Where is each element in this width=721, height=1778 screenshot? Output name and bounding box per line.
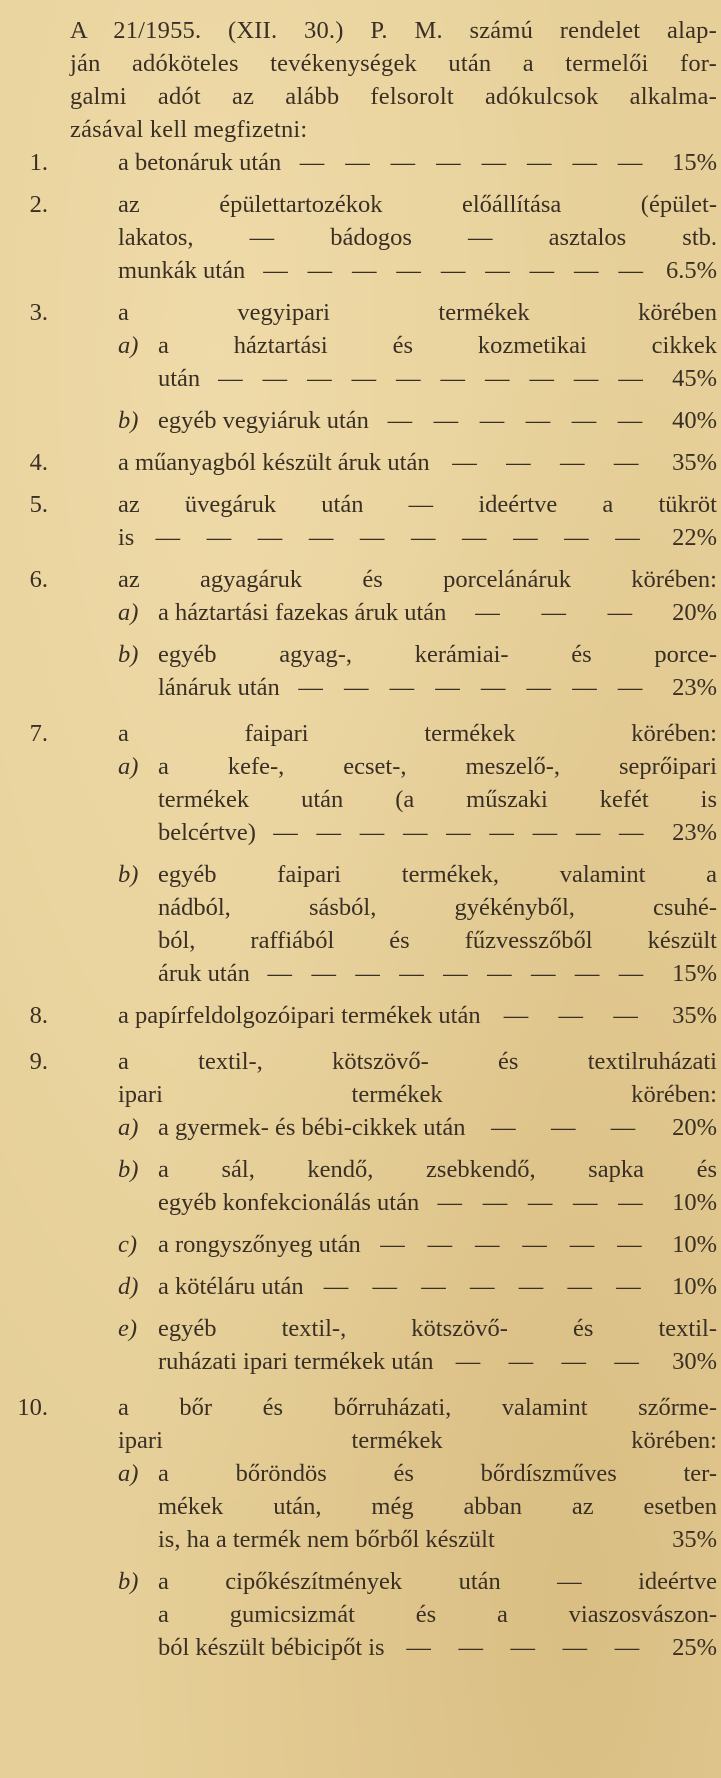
leader-dash: — (571, 407, 597, 434)
rate-line-text: is, ha a termék nem bőrből készült (158, 1526, 495, 1553)
leader-dash: — (569, 1231, 595, 1258)
leader-dash: — (562, 1634, 588, 1661)
rate-line-text: ból készült bébicipőt is (158, 1634, 385, 1661)
leader-dash: — (617, 149, 643, 176)
sub-item (70, 858, 717, 990)
leader-dash: — (470, 1273, 495, 1300)
leader-dash: — (614, 1348, 639, 1375)
leader-dash: — (455, 1348, 481, 1375)
leader-dashes (245, 254, 661, 287)
leader-dash: — (617, 407, 643, 434)
leader-dash: — (550, 1114, 576, 1141)
intro-line: ján adóköteles tevékenységek után a termelői for- (70, 50, 717, 77)
sub-item-body (118, 1565, 717, 1664)
sub-item-text-line: nádból, sásból, gyékényből, csuhé- (158, 894, 717, 921)
sub-item-text-line: a cipőkészítmények után — ideértve (158, 1568, 717, 1595)
leader-dashes (250, 957, 661, 990)
leader-dash: — (402, 819, 428, 846)
tax-rate: 20% (672, 599, 717, 626)
item-number: 6. (29, 566, 48, 593)
leader-dash: — (458, 1634, 483, 1661)
leader-dash: — (372, 1273, 397, 1300)
sub-item (70, 638, 717, 704)
leader-dash: — (316, 819, 342, 846)
sub-item-text-line: a gumicsizmát és a viaszosvászon- (158, 1601, 717, 1628)
leader-dashes (304, 1270, 661, 1303)
tax-rate: 10% (672, 1189, 717, 1216)
rate-line (158, 596, 717, 629)
leader-dash: — (527, 1189, 553, 1216)
leader-dash: — (610, 1114, 636, 1141)
intro-line: galmi adót az alább felsorolt adókulcsok alkalma- (70, 83, 717, 110)
leader-dash: — (462, 524, 487, 551)
leader-dash: — (475, 599, 500, 626)
leader-dash: — (307, 365, 332, 392)
leader-dash: — (263, 257, 288, 284)
leader-dash: — (614, 1634, 640, 1661)
leader-dashes (419, 1186, 661, 1219)
tax-rate: 23% (672, 819, 717, 846)
leader-dash: — (559, 449, 585, 476)
spacer (70, 1303, 717, 1312)
item-number: 2. (29, 191, 48, 218)
sub-item (70, 1457, 717, 1556)
leader-dash: — (572, 1189, 598, 1216)
leader-dash: — (155, 524, 181, 551)
leader-dash: — (567, 1273, 593, 1300)
item-body (70, 1045, 717, 1111)
sub-item (70, 750, 717, 849)
sub-item-body (118, 1457, 717, 1556)
leader-dash: — (298, 674, 323, 701)
item-number: 1. (29, 149, 48, 176)
sub-item-text-line: a bőröndös és bőrdíszműves ter- (158, 1460, 717, 1487)
spacer (70, 179, 717, 188)
rate-item (29, 446, 717, 479)
sub-item-text-line: a sál, kendő, zsebkendő, sapka és (158, 1156, 717, 1183)
rate-item (29, 1045, 717, 1111)
leader-dash: — (491, 1114, 516, 1141)
leader-dash: — (427, 1231, 453, 1258)
spacer (70, 1032, 717, 1045)
leader-dashes (200, 362, 661, 395)
spacer (70, 395, 717, 404)
item-body (70, 717, 717, 750)
rate-line-text: munkák után (118, 257, 246, 284)
leader-dash: — (508, 1348, 534, 1375)
rate-line (158, 1523, 717, 1556)
leader-dash: — (619, 819, 644, 846)
rate-line-text: lánáruk után (158, 674, 280, 701)
item-number: 10. (17, 1394, 48, 1421)
sub-item-text-line: egyéb textil-, kötszövő- és textil- (158, 1315, 717, 1342)
leader-dash: — (617, 674, 643, 701)
spacer (70, 629, 717, 638)
rate-line (158, 1270, 717, 1303)
rate-item (29, 146, 717, 179)
leader-dash: — (503, 1002, 529, 1029)
tax-rate: 25% (672, 1634, 717, 1661)
item-text-line: az agyagáruk és porcelánáruk körében: (118, 566, 717, 593)
sub-item-text-line: termékek után (a műszaki kefét is (158, 786, 717, 813)
intro-line: zásával kell megfizetni: (70, 116, 308, 143)
item-number: 7. (29, 720, 48, 747)
rate-line (158, 671, 717, 704)
rate-line (158, 957, 717, 990)
item-number: 8. (29, 1002, 48, 1029)
sub-item-text-line: a háztartási és kozmetikai cikkek (158, 332, 717, 359)
tax-rate: 35% (672, 1002, 717, 1029)
sub-item-body (118, 596, 717, 629)
leader-dash: — (308, 524, 334, 551)
item-number: 3. (29, 299, 48, 326)
rate-item (29, 488, 717, 554)
sub-item-letter: a) (118, 1114, 139, 1141)
leader-dash: — (410, 524, 436, 551)
spacer (70, 1261, 717, 1270)
leader-dash: — (446, 819, 471, 846)
item-body (70, 563, 717, 596)
sub-item-letter: b) (118, 1568, 139, 1595)
sub-item (70, 1111, 717, 1144)
leader-dash: — (479, 407, 505, 434)
spacer (70, 287, 717, 296)
sub-item-body (118, 638, 717, 704)
spacer (70, 479, 717, 488)
leader-dashes (369, 404, 661, 437)
item-text-line: a bőr és bőrruházati, valamint szőrme- (118, 1394, 717, 1421)
leader-dashes (434, 1345, 662, 1378)
rate-line (158, 816, 717, 849)
leader-dash: — (343, 674, 369, 701)
leader-dash: — (435, 674, 460, 701)
intro-paragraph (70, 14, 717, 146)
sub-item-text-line: egyéb agyag-, kerámiai- és porce- (158, 641, 717, 668)
leader-dash: — (617, 1231, 642, 1258)
item-body (70, 146, 717, 179)
sub-item-body (118, 1153, 717, 1219)
leader-dash: — (573, 365, 599, 392)
sub-item-body (118, 1270, 717, 1303)
leader-dash: — (574, 960, 600, 987)
rate-line-text: egyéb konfekcionálás után (158, 1189, 420, 1216)
item-body (70, 446, 717, 479)
leader-dash: — (613, 1002, 638, 1029)
tax-rate: 10% (672, 1273, 717, 1300)
rate-item (29, 999, 717, 1032)
sub-item-letter: a) (118, 599, 139, 626)
leader-dash: — (345, 149, 370, 176)
rate-line-text: is (118, 524, 135, 551)
rate-line-text: áruk után (158, 960, 250, 987)
leader-dash: — (390, 149, 416, 176)
leader-dash: — (482, 1189, 508, 1216)
leader-dash: — (480, 674, 506, 701)
leader-dash: — (615, 524, 640, 551)
sub-item-letter: c) (118, 1231, 138, 1258)
sub-item-letter: a) (118, 332, 139, 359)
sub-item-body (118, 858, 717, 990)
sub-item-letter: b) (118, 407, 139, 434)
leader-dash: — (436, 149, 461, 176)
sub-item-letter: a) (118, 753, 139, 780)
sub-item-letter: b) (118, 861, 139, 888)
leader-dash: — (618, 365, 643, 392)
rate-line (118, 146, 717, 179)
leader-dash: — (510, 1634, 536, 1661)
sub-item (70, 1270, 717, 1303)
rate-line (158, 1631, 717, 1664)
rate-line-text: a papírfeldolgozóipari termékek után (118, 1002, 481, 1029)
leader-dashes (280, 671, 661, 704)
leader-dash: — (522, 1231, 547, 1258)
leader-dash: — (389, 674, 415, 701)
item-text-line: ipari termékek körében: (118, 1081, 717, 1108)
item-number: 4. (29, 449, 48, 476)
leader-dash: — (355, 960, 380, 987)
item-text-line: az épülettartozékok előállítása (épület- (118, 191, 717, 218)
rate-line (158, 362, 717, 395)
leader-dash: — (561, 1348, 586, 1375)
item-number: 5. (29, 491, 48, 518)
leader-dash: — (574, 257, 599, 284)
spacer (70, 1378, 717, 1391)
sub-item-letter: b) (118, 641, 139, 668)
rate-list (17, 146, 717, 1664)
leader-dash: — (474, 1231, 500, 1258)
leader-dash: — (618, 960, 644, 987)
leader-dash: — (399, 960, 424, 987)
sub-item-body (118, 750, 717, 849)
spacer (70, 554, 717, 563)
leader-dash: — (452, 449, 477, 476)
rate-item (29, 563, 717, 596)
tax-rate: 20% (672, 1114, 717, 1141)
sub-item-text-line: ból, raffiából és fűzvesszőből készült (158, 927, 717, 954)
sub-item (70, 1312, 717, 1378)
item-body (70, 488, 717, 554)
sub-item-letter: e) (118, 1315, 138, 1342)
leader-dash: — (380, 1231, 405, 1258)
leader-dash: — (484, 365, 510, 392)
sub-item (70, 596, 717, 629)
spacer (70, 704, 717, 717)
leader-dash: — (532, 819, 558, 846)
leader-dash: — (518, 1273, 544, 1300)
spacer (70, 437, 717, 446)
tax-rate: 6.5% (665, 257, 717, 284)
leader-dash: — (506, 449, 531, 476)
leader-dash: — (513, 524, 538, 551)
item-body (70, 296, 717, 329)
leader-dashes (281, 146, 661, 179)
leader-dash: — (529, 257, 555, 284)
leader-dash: — (618, 257, 643, 284)
leader-dash: — (437, 1189, 463, 1216)
sub-item-body (118, 1111, 717, 1144)
leader-dash: — (440, 365, 466, 392)
leader-dash: — (525, 407, 551, 434)
rate-line-text: belcértve) (158, 819, 256, 846)
tax-rate: 30% (672, 1348, 717, 1375)
leader-dash: — (607, 599, 633, 626)
leader-dash: — (323, 1273, 349, 1300)
leader-dash: — (529, 365, 554, 392)
leader-dash: — (618, 1189, 643, 1216)
tax-rate: 35% (672, 449, 717, 476)
spacer (70, 990, 717, 999)
sub-item-text-line: a kefe-, ecset-, meszelő-, seprőipari (158, 753, 717, 780)
leader-dash: — (527, 149, 552, 176)
sub-item (70, 1565, 717, 1664)
leader-dash: — (613, 449, 639, 476)
leader-dash: — (406, 1634, 431, 1661)
sub-item-body (118, 1228, 717, 1261)
rate-line (158, 1345, 717, 1378)
rate-line (158, 1111, 717, 1144)
sub-item (70, 404, 717, 437)
item-text-line: a faipari termékek körében: (118, 720, 717, 747)
tax-rate: 23% (672, 674, 717, 701)
sub-item (70, 1228, 717, 1261)
leader-dash: — (485, 257, 510, 284)
leader-dash: — (299, 149, 325, 176)
leader-dash: — (352, 257, 377, 284)
sub-item-text-line: mékek után, még abban az esetben (158, 1493, 717, 1520)
leader-dash: — (564, 524, 589, 551)
item-body (70, 1391, 717, 1457)
rate-item (29, 717, 717, 750)
rate-line-text: a gyermek- és bébi-cikkek után (158, 1114, 466, 1141)
leader-dash: — (351, 365, 377, 392)
leader-dashes (385, 1631, 661, 1664)
rate-item (29, 188, 717, 287)
sub-item (70, 1153, 717, 1219)
rate-line-text: a betonáruk után (118, 149, 282, 176)
leader-dash: — (575, 819, 601, 846)
tax-rate: 10% (672, 1231, 717, 1258)
sub-item-text-line: egyéb faipari termékek, valamint a (158, 861, 717, 888)
leader-dash: — (267, 960, 293, 987)
leader-dash: — (433, 407, 459, 434)
leader-dash: — (359, 819, 385, 846)
item-text-line: a textil-, kötszövő- és textilruházati (118, 1048, 717, 1075)
tax-rate: 22% (672, 524, 717, 551)
item-body (70, 999, 717, 1032)
item-number: 9. (29, 1048, 48, 1075)
leader-dash: — (396, 257, 421, 284)
rate-line-text: a kötéláru után (158, 1273, 304, 1300)
leader-dash: — (311, 960, 336, 987)
sub-item (70, 329, 717, 395)
sub-item-letter: a) (118, 1460, 139, 1487)
rate-line-text: ruházati ipari termékek után (158, 1348, 434, 1375)
intro-line: A 21/1955. (XII. 30.) P. M. számú rendelet alap- (70, 17, 717, 44)
leader-dash: — (489, 819, 514, 846)
tax-rate: 45% (672, 365, 717, 392)
leader-dash: — (440, 257, 466, 284)
leader-dashes (256, 816, 661, 849)
item-body (70, 188, 717, 287)
tax-rate: 35% (672, 1526, 717, 1553)
leader-dash: — (421, 1273, 446, 1300)
sub-item-body (118, 329, 717, 395)
spacer (70, 1219, 717, 1228)
rate-line-text: a háztartási fazekas áruk után (158, 599, 447, 626)
leader-dash: — (262, 365, 288, 392)
leader-dash: — (541, 599, 566, 626)
tax-rate: 15% (672, 960, 717, 987)
leader-dash: — (307, 257, 333, 284)
leader-dashes (465, 1111, 661, 1144)
rate-line (158, 404, 717, 437)
rate-line (118, 254, 717, 287)
leader-dashes (446, 596, 661, 629)
sub-item-letter: d) (118, 1273, 139, 1300)
leader-dash: — (387, 407, 413, 434)
leader-dash: — (273, 819, 298, 846)
leader-dashes (134, 521, 661, 554)
leader-dash: — (572, 674, 597, 701)
tax-rate: 40% (672, 407, 717, 434)
leader-dashes (481, 999, 661, 1032)
leader-dash: — (530, 960, 556, 987)
rate-line-text: a rongyszőnyeg után (158, 1231, 361, 1258)
leader-dash: — (558, 1002, 584, 1029)
sub-item-body (118, 1312, 717, 1378)
rate-line (118, 999, 717, 1032)
leader-dash: — (218, 365, 243, 392)
leader-dashes (361, 1228, 661, 1261)
rate-line (118, 521, 717, 554)
item-text-line: ipari termékek körében: (118, 1427, 717, 1454)
rate-line (158, 1186, 717, 1219)
rate-line (158, 1228, 717, 1261)
sub-item-letter: b) (118, 1156, 139, 1183)
item-text-line: lakatos, — bádogos — asztalos stb. (118, 224, 717, 251)
item-text-line: az üvegáruk után — ideértve a tükröt (118, 491, 717, 518)
leader-dash: — (257, 524, 283, 551)
rate-item (29, 296, 717, 329)
leader-dash: — (526, 674, 552, 701)
leader-dash: — (443, 960, 468, 987)
leader-dash: — (616, 1273, 641, 1300)
leader-dash: — (481, 149, 507, 176)
rate-line (118, 446, 717, 479)
spacer (70, 1144, 717, 1153)
leader-dash: — (359, 524, 385, 551)
rate-line-text: után (158, 365, 201, 392)
item-text-line: a vegyipari termékek körében (118, 299, 717, 326)
leader-dashes (430, 446, 661, 479)
rate-item (17, 1391, 717, 1457)
tax-rate: 15% (672, 149, 717, 176)
leader-dash: — (206, 524, 232, 551)
spacer (70, 1556, 717, 1565)
rate-line-text: egyéb vegyiáruk után (158, 407, 369, 434)
leader-dash: — (572, 149, 597, 176)
sub-item-body (118, 404, 717, 437)
leader-dash: — (396, 365, 421, 392)
leader-dash: — (487, 960, 512, 987)
rate-line-text: a műanyagból készült áruk után (118, 449, 430, 476)
spacer (70, 849, 717, 858)
